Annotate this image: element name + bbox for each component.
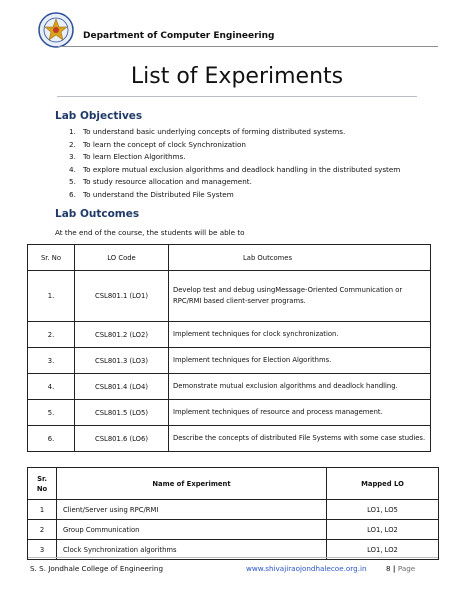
page-title: List of Experiments bbox=[130, 64, 344, 89]
sr-cell: 4. bbox=[28, 374, 75, 400]
list-item bbox=[55, 189, 400, 202]
lab-outcomes-heading: Lab Outcomes bbox=[55, 208, 140, 220]
list-item bbox=[55, 126, 400, 139]
page-separator: | bbox=[392, 564, 396, 573]
lo-description-cell: Demonstrate mutual exclusion algorithms and deadlock handling. bbox=[169, 374, 431, 400]
lo-description-cell: Describe the concepts of distributed File Systems with some case studies. bbox=[169, 426, 431, 452]
item-text: To learn Election Algorithms. bbox=[83, 152, 186, 161]
department-name: Department of Computer Engineering bbox=[83, 31, 275, 41]
item-number: 2. bbox=[69, 139, 76, 149]
item-text: To study resource allocation and management. bbox=[83, 177, 252, 186]
list-item bbox=[55, 139, 400, 152]
sr-cell: 5. bbox=[28, 400, 75, 426]
lo-code-cell: CSL801.5 (LO5) bbox=[75, 400, 169, 426]
lo-description-cell bbox=[169, 271, 431, 322]
sr-cell: 1. bbox=[28, 271, 75, 322]
column-header bbox=[28, 468, 57, 500]
lo-description-cell: Implement techniques for Election Algorithms. bbox=[169, 348, 431, 374]
item-text: To understand the Distributed File System bbox=[83, 189, 234, 199]
sr-cell: 3. bbox=[28, 348, 75, 374]
item-number: 5. bbox=[69, 177, 76, 186]
footer-college-name: S. S. Jondhale College of Engineering bbox=[30, 564, 164, 573]
item-number: 1. bbox=[69, 127, 76, 136]
table-row bbox=[28, 500, 439, 520]
item-text: To understand basic underlying concepts of forming distributed systems. bbox=[83, 127, 346, 136]
header-line: Sr. bbox=[37, 474, 47, 483]
footer-divider bbox=[28, 557, 438, 558]
title-divider bbox=[57, 96, 417, 97]
description-line: Develop test and debug usingMessage-Oriented Communication or bbox=[173, 286, 403, 294]
list-item bbox=[55, 164, 400, 177]
table-header-row bbox=[28, 468, 439, 500]
table-row bbox=[28, 271, 431, 322]
item-number: 4. bbox=[69, 164, 76, 174]
sr-cell: 6. bbox=[28, 426, 75, 452]
footer-website-link[interactable]: www.shivajiraojondhalecoe.org.in bbox=[246, 564, 367, 573]
lab-outcomes-intro: At the end of the course, the students will be able to bbox=[55, 228, 245, 237]
page-number: 8 bbox=[386, 564, 391, 573]
table-row bbox=[28, 348, 431, 374]
experiment-name-cell: Group Communication bbox=[57, 520, 327, 540]
item-text: To learn the concept of clock Synchronization bbox=[83, 139, 246, 149]
sr-cell: 2. bbox=[28, 322, 75, 348]
page-label: Page bbox=[397, 564, 416, 573]
footer-page-number bbox=[386, 564, 415, 573]
sr-cell: 2 bbox=[28, 520, 57, 540]
lo-code-cell: CSL801.3 (LO3) bbox=[75, 348, 169, 374]
list-item bbox=[55, 151, 400, 164]
column-header: Mapped LO bbox=[327, 468, 439, 500]
experiment-name-cell: Client/Server using RPC/RMI bbox=[57, 500, 327, 520]
table-header-row bbox=[28, 245, 431, 271]
table-row bbox=[28, 400, 431, 426]
lo-code-cell: CSL801.4 (LO4) bbox=[75, 374, 169, 400]
lo-description-cell: Implement techniques for clock synchronization. bbox=[169, 322, 431, 348]
experiments-table bbox=[27, 467, 439, 560]
item-number: 3. bbox=[69, 152, 76, 161]
lo-code-cell: CSL801.6 (LO6) bbox=[75, 426, 169, 452]
mapped-lo-cell: LO1, LO2 bbox=[327, 520, 439, 540]
lo-code-cell: CSL801.2 (LO2) bbox=[75, 322, 169, 348]
header-divider bbox=[58, 46, 438, 47]
mapped-lo-cell: LO1, LO2 bbox=[327, 540, 439, 560]
table-row bbox=[28, 322, 431, 348]
table-row bbox=[28, 520, 439, 540]
lo-code-cell: CSL801.1 (LO1) bbox=[75, 271, 169, 322]
experiment-name-cell: Clock Synchronization algorithms bbox=[57, 540, 327, 560]
sr-cell: 3 bbox=[28, 540, 57, 560]
lo-description-cell: Implement techniques of resource and process management. bbox=[169, 400, 431, 426]
item-text: To explore mutual exclusion algorithms and deadlock handling in the distributed system bbox=[83, 164, 401, 174]
list-item bbox=[55, 176, 400, 189]
sr-cell: 1 bbox=[28, 500, 57, 520]
column-header: Sr. No bbox=[28, 245, 75, 271]
lab-objectives-list bbox=[55, 126, 400, 201]
column-header: Lab Outcomes bbox=[169, 245, 431, 271]
column-header: LO Code bbox=[75, 245, 169, 271]
item-number: 6. bbox=[69, 189, 76, 199]
table-row bbox=[28, 426, 431, 452]
mapped-lo-cell: LO1, LO5 bbox=[327, 500, 439, 520]
description-line: RPC/RMI based client-server programs. bbox=[173, 297, 306, 305]
header-line: No bbox=[36, 484, 48, 493]
lab-outcomes-table bbox=[27, 244, 431, 452]
college-logo bbox=[36, 10, 76, 50]
column-header: Name of Experiment bbox=[57, 468, 327, 500]
table-row bbox=[28, 374, 431, 400]
lab-objectives-heading: Lab Objectives bbox=[55, 110, 143, 122]
